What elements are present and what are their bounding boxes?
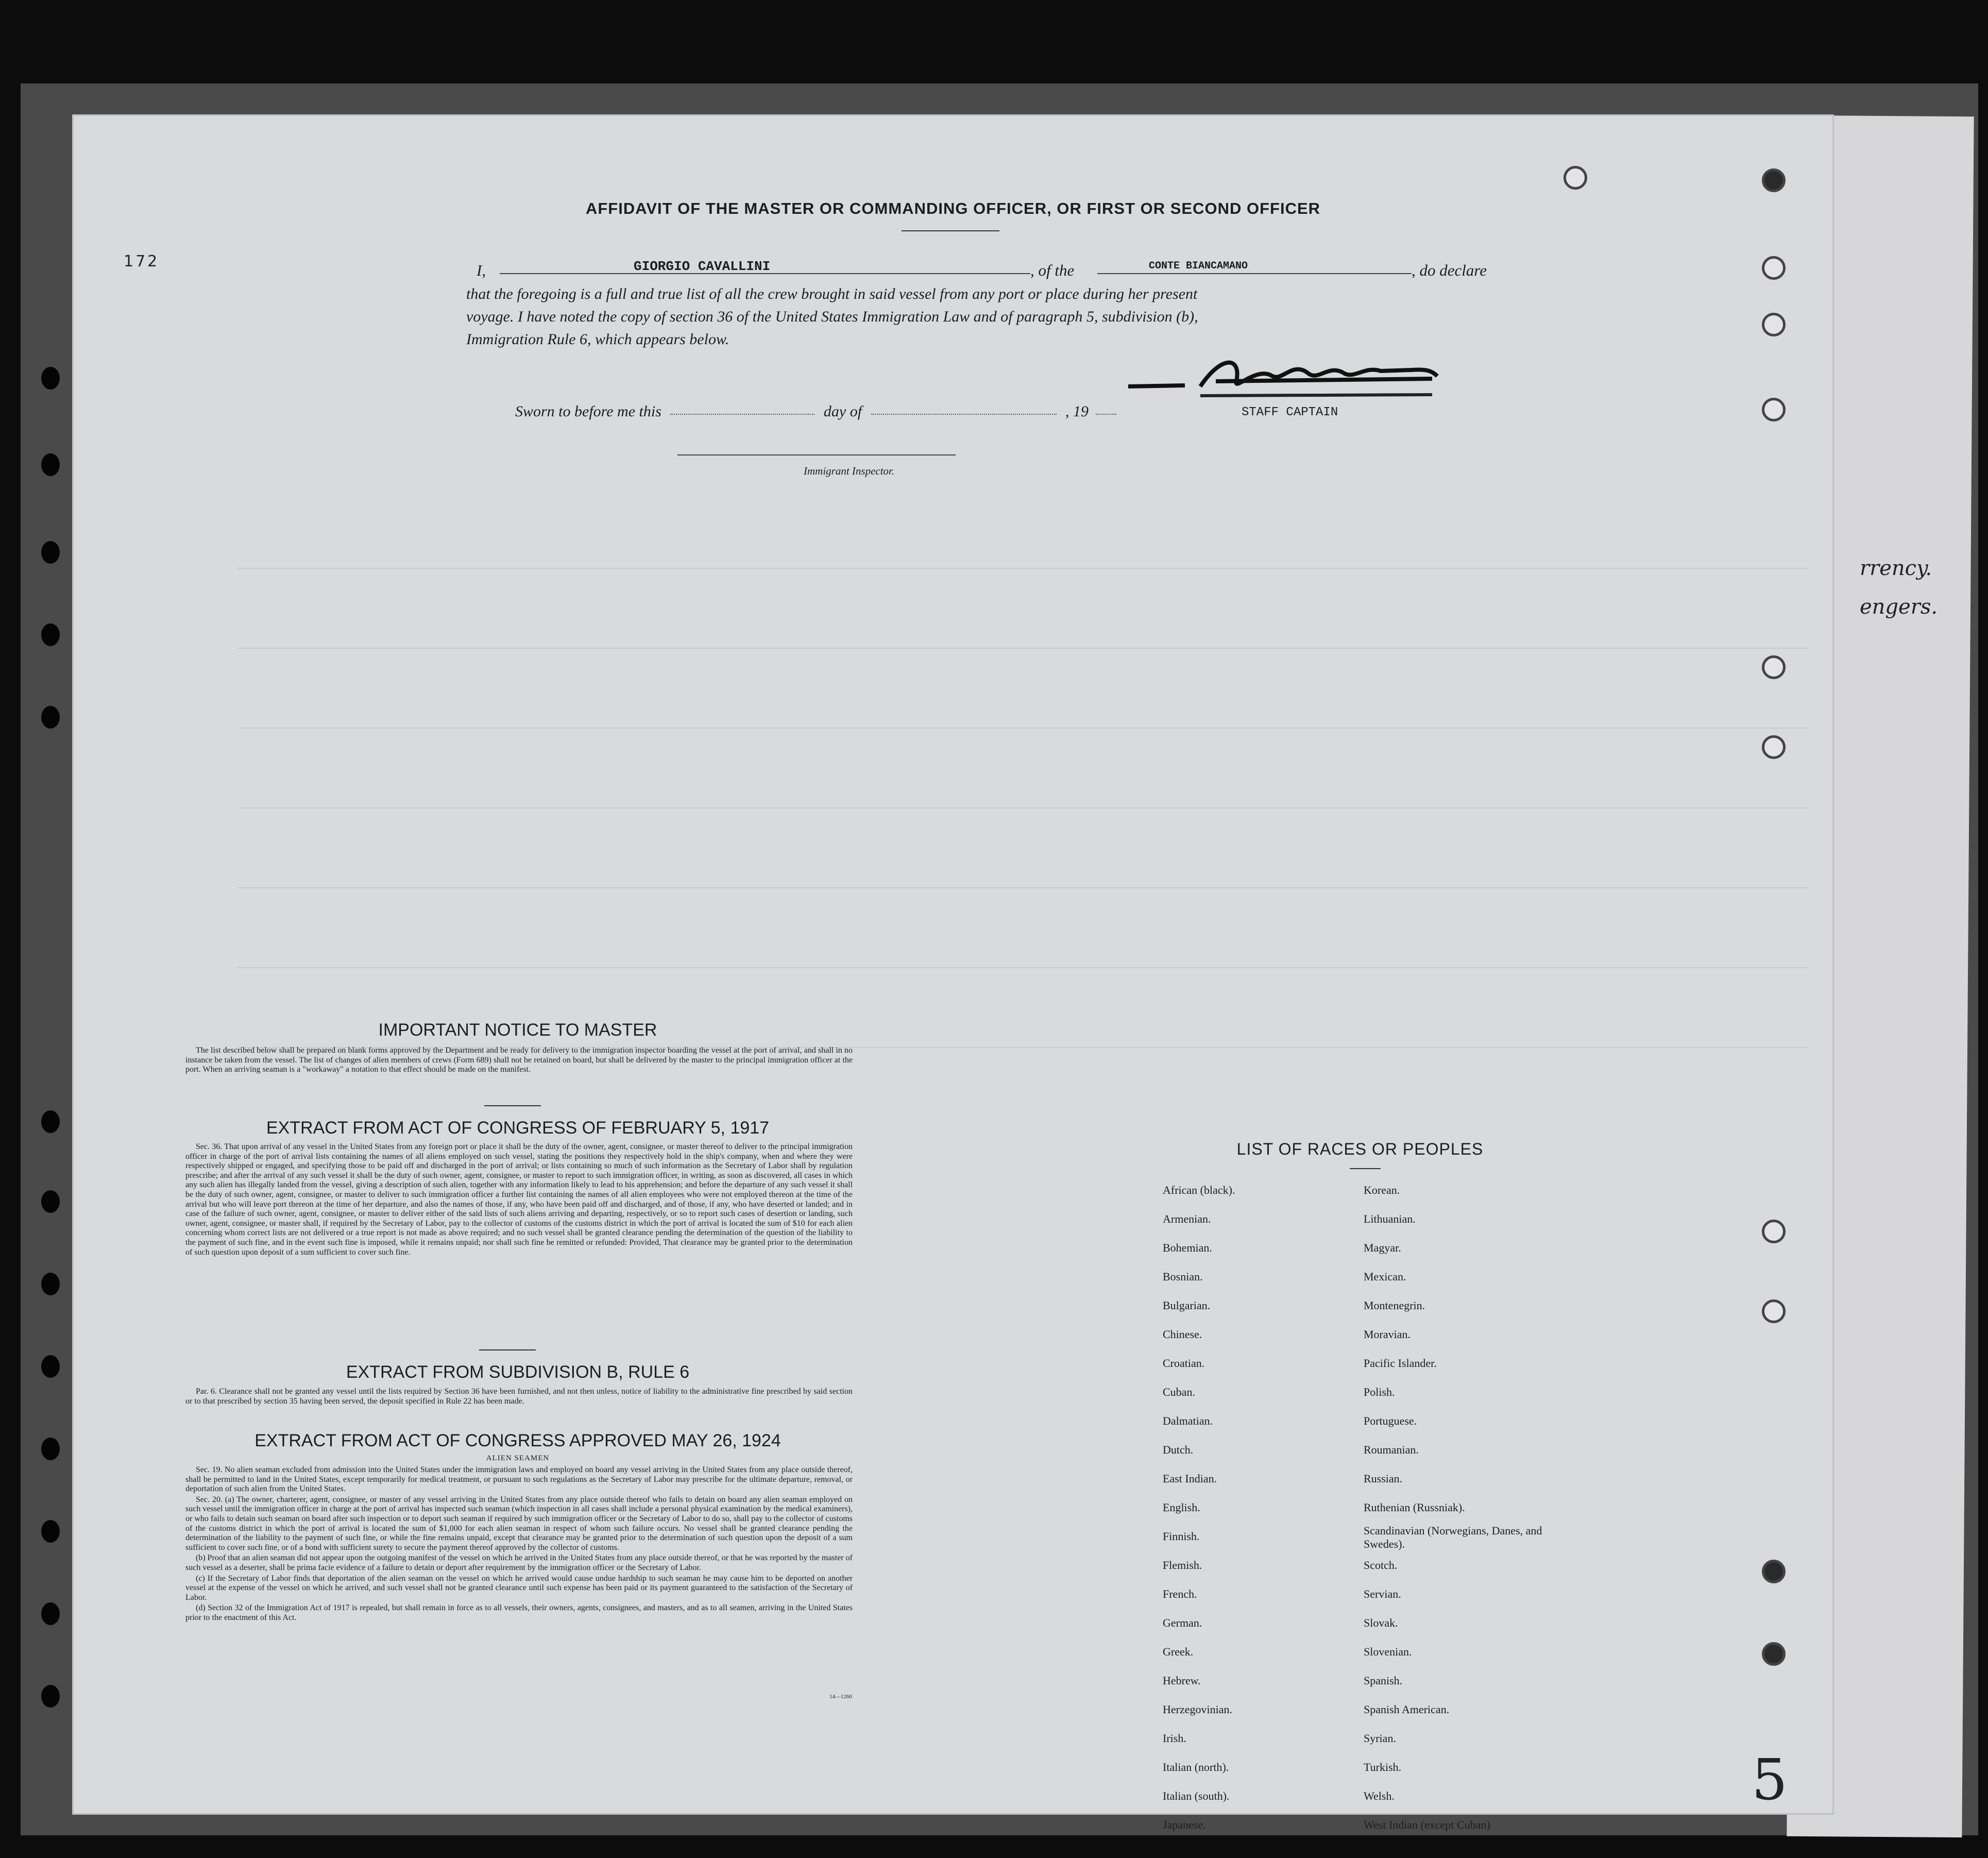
bleed-through-line <box>237 648 1808 649</box>
ring-reinforcement <box>1762 1560 1786 1583</box>
officer-name: GIORGIO CAVALLINI <box>634 259 771 274</box>
binder-hole <box>41 1520 60 1543</box>
rule-6-paragraph: Par. 6. Clearance shall not be granted any vessel until the lists required by Section 36 have been furnished, and not then unless, notice of liability to the administrative fine prescribed by said section or to that prescribed by section 35 having been served, the deposit specified in Rule 22 has been made. <box>185 1387 853 1406</box>
race-item: English. <box>1163 1501 1200 1514</box>
vessel-blank <box>1097 273 1412 274</box>
race-item: Polish. <box>1364 1386 1395 1398</box>
handwritten-note: rrency. <box>1860 556 1932 580</box>
declaration-text-3: Immigration Rule 6, which appears below. <box>466 331 729 348</box>
race-item: Cuban. <box>1163 1386 1195 1398</box>
rule-6-text <box>185 1387 853 1407</box>
race-item: West Indian (except Cuban) <box>1364 1818 1490 1831</box>
binder-hole <box>41 1110 60 1133</box>
race-item: Armenian. <box>1163 1212 1211 1225</box>
notice-title: IMPORTANT NOTICE TO MASTER <box>378 1020 657 1040</box>
race-item: Spanish American. <box>1364 1703 1450 1716</box>
race-item: Lithuanian. <box>1364 1212 1416 1225</box>
ring-reinforcement <box>1762 1642 1786 1666</box>
year-prefix: , 19 <box>1065 403 1089 420</box>
page-number-stamp: 172 <box>124 252 160 271</box>
year-blank <box>1096 411 1116 415</box>
sworn-day-blank <box>670 411 814 415</box>
race-item: Turkish. <box>1364 1761 1402 1773</box>
act-1924-paragraph: (c) If the Secretary of Labor finds that deportation of the alien seaman on the vessel on which he arrived would cause undue hardship to such seaman he may cause him to be deported on another vessel at the expense of the vessel on which he arrived, and such vessel shall not be granted clearance until such expense has been paid or its payment guaranteed to the satisfaction of the Secretary of Labor. <box>185 1574 853 1602</box>
sworn-prefix: Sworn to before me this <box>515 403 661 420</box>
race-item: Irish. <box>1163 1732 1186 1745</box>
race-item: Roumanian. <box>1364 1443 1419 1456</box>
race-item: Servian. <box>1364 1587 1401 1600</box>
race-item: Magyar. <box>1364 1241 1401 1254</box>
rule-6-title: EXTRACT FROM SUBDIVISION B, RULE 6 <box>346 1362 690 1382</box>
race-item: Spanish. <box>1364 1674 1403 1687</box>
bleed-through-line <box>237 807 1808 808</box>
ring-reinforcement <box>1762 655 1786 679</box>
notice-paragraph: The list described below shall be prepared on blank forms approved by the Department and be ready for delivery to the immigration inspector boarding the vessel at the port of arrival, and shall in no instance be taken from the vessel. The list of changes of alien members of crews (Form 689) shall not be retained on board, but shall be delivered by the master to the principal immigration officer at the port. When an arriving seaman is a "workaway" a notation to that effect should be made on the manifest. <box>185 1046 853 1074</box>
sworn-line <box>515 403 1116 420</box>
binder-hole <box>41 1685 60 1708</box>
bleed-through-line <box>237 887 1808 888</box>
inspector-signature-line <box>677 454 956 455</box>
race-item: Portuguese. <box>1364 1414 1417 1427</box>
binder-hole <box>41 541 60 564</box>
race-item: Slovenian. <box>1364 1645 1412 1658</box>
races-divider <box>1350 1168 1381 1169</box>
race-item: Pacific Islander. <box>1364 1357 1437 1370</box>
form-number: 14—1260 <box>829 1694 852 1700</box>
race-item: Russian. <box>1364 1472 1403 1485</box>
bleed-through-line <box>237 967 1808 968</box>
race-item: East Indian. <box>1163 1472 1217 1485</box>
race-item: Italian (north). <box>1163 1761 1229 1773</box>
race-item: Dalmatian. <box>1163 1414 1213 1427</box>
act-1924-subtitle: ALIEN SEAMEN <box>486 1454 550 1462</box>
race-item: Finnish. <box>1163 1530 1200 1543</box>
act-1924-paragraph: (d) Section 32 of the Immigration Act of 1917 is repealed, but shall remain in force as to all vessels, their owners, agents, consignees, and masters, and as to all seamen, arriving in the United States prior to the enactment of this Act. <box>185 1603 853 1622</box>
ring-reinforcement <box>1762 256 1786 280</box>
race-item: German. <box>1163 1616 1202 1629</box>
race-item: Bohemian. <box>1163 1241 1212 1254</box>
race-item: Montenegrin. <box>1364 1299 1425 1312</box>
ring-reinforcement <box>1762 313 1786 336</box>
act-1924-paragraph: (b) Proof that an alien seaman did not appear upon the outgoing manifest of the vessel on which he arrived in the United States from any place outside thereof, or that he was reported by the master of such vessel as a deserter, shall be prima facie evidence of a failure to detain or deport after requirement by the immigration officer or the Secretary of Labor. <box>185 1553 853 1572</box>
race-item: Chinese. <box>1163 1328 1202 1341</box>
binder-hole <box>41 1438 60 1460</box>
race-item: Scotch. <box>1364 1559 1398 1572</box>
act-1924-paragraph: Sec. 19. No alien seaman excluded from admission into the United States under the immigration laws and employed on board any vessel arriving in the United States from any place outside thereof, shall be permitted to land in the United States, except temporarily for medical treatment, or pursuant to such regulations as the Secretary of Labor may prescribe for the ultimate departure, removal, or deportation of such alien from the United States. <box>185 1465 853 1494</box>
ring-reinforcement <box>1762 398 1786 421</box>
race-item: Syrian. <box>1364 1732 1396 1745</box>
race-item: Italian (south). <box>1163 1789 1230 1802</box>
handwritten-note: engers. <box>1860 595 1938 619</box>
bleed-through-line <box>237 568 1808 569</box>
act-1917-text <box>185 1142 853 1258</box>
sworn-month-blank <box>871 411 1057 415</box>
race-item: Croatian. <box>1163 1357 1205 1370</box>
section-divider <box>484 1105 541 1106</box>
ring-reinforcement <box>1762 168 1786 192</box>
race-item: Flemish. <box>1163 1559 1202 1572</box>
act-1917-title: EXTRACT FROM ACT OF CONGRESS OF FEBRUARY 5, 1917 <box>266 1118 770 1138</box>
inspector-label: Immigrant Inspector. <box>804 465 895 477</box>
title-divider <box>902 230 999 231</box>
ring-reinforcement <box>1762 735 1786 759</box>
race-item: French. <box>1163 1587 1197 1600</box>
binder-hole <box>41 623 60 646</box>
race-item: Welsh. <box>1364 1789 1395 1802</box>
declaration-text-1: that the foregoing is a full and true list of all the crew brought in said vessel from any port or place during her present <box>466 285 1198 302</box>
ring-reinforcement <box>1762 1299 1786 1323</box>
race-item: Slovak. <box>1364 1616 1398 1629</box>
race-item: Moravian. <box>1364 1328 1411 1341</box>
act-1924-title: EXTRACT FROM ACT OF CONGRESS APPROVED MAY 26, 1924 <box>254 1431 781 1450</box>
binder-hole <box>41 1190 60 1213</box>
race-item: Bosnian. <box>1163 1270 1203 1283</box>
act-1917-paragraph: Sec. 36. That upon arrival of any vessel in the United States from any foreign port or place it shall be the duty of the owner, agent, consignee, or master thereof to deliver to the principal immigration officer in charge of the port of arrival lists containing the names of all aliens employed on such vessel, stating the positions they respectively hold in the ship's company, when and where they were respectively shipped or engaged, and specifying those to be paid off and discharged in the port of arrival; or lists containing so much of such information as the Secretary of Labor shall by regulation prescribe; and after the arrival of any such vessel it shall be the duty of such owner, agent, consignee, or master to report to such immigration officer, in writing, as soon as discovered, all cases in which any such alien has illegally landed from the vessel, giving a description of such alien, together with any information likely to lead to his apprehension; and before the departure of any such vessel it shall be the duty of such owner, agent, consignee, or master to deliver to such immigration officer a further list containing the names of all alien employees who were not employed thereon at the time of the arrival but who will leave port thereon at the time of her departure, and also the names of those, if any, who have been paid off and discharged, and of those, if any, who have deserted or landed; and in case of the failure of such owner, agent, consignee, or master to deliver either of the said lists of such aliens arriving and departing, respectively, or so to report such cases of desertion or landing, such owner, agent, consignee, or master shall, if required by the Secretary of Labor, pay to the collector of customs of the customs district in which the port of arrival is located the sum of $10 for each alien concerning whom correct lists are not delivered or a true report is not made as above required; and no such vessel shall be granted clearance pending the determination of the question of the liability to the payment of such fine, and in the event such fine is imposed, while it remains unpaid; nor shall such fine be remitted or refunded: Provided, That clearance may be granted prior to the determination of such question upon deposit of a sum sufficient to cover such fine. <box>185 1142 853 1257</box>
ring-reinforcement <box>1762 1220 1786 1243</box>
ring-reinforcement <box>1564 166 1587 190</box>
pronoun: I, <box>477 261 486 279</box>
race-item: Bulgarian. <box>1163 1299 1211 1312</box>
notice-text <box>185 1046 853 1076</box>
binder-hole <box>41 1273 60 1295</box>
bleed-through-line <box>237 728 1808 729</box>
officer-signature <box>1123 350 1484 402</box>
race-item: Mexican. <box>1364 1270 1406 1283</box>
race-item: Hebrew. <box>1163 1674 1201 1687</box>
declaration-text-2: voyage. I have noted the copy of section 36 of the United States Immigration Law and of paragraph 5, subdivision (b), <box>466 308 1198 325</box>
race-item: Greek. <box>1163 1645 1194 1658</box>
of-the-text: , of the <box>1030 261 1075 279</box>
binder-hole <box>41 706 60 729</box>
race-item: Japanese. <box>1163 1818 1206 1831</box>
race-item: Korean. <box>1364 1184 1400 1196</box>
binder-hole <box>41 1355 60 1378</box>
day-of-text: day of <box>823 403 862 420</box>
race-item: African (black). <box>1163 1184 1235 1196</box>
binder-hole <box>41 367 60 390</box>
affidavit-title: AFFIDAVIT OF THE MASTER OR COMMANDING OFFICER, OR FIRST OR SECOND OFFICER <box>585 199 1321 217</box>
affidavit-page <box>72 114 1834 1831</box>
vessel-name: CONTE BIANCAMANO <box>1149 260 1248 272</box>
section-divider <box>479 1349 536 1350</box>
binder-hole <box>41 1602 60 1625</box>
races-title: LIST OF RACES OR PEOPLES <box>1236 1140 1484 1158</box>
binder-hole <box>41 453 60 476</box>
handwritten-corner-mark: 5 <box>1752 1747 1788 1813</box>
race-item: Dutch. <box>1163 1443 1194 1456</box>
race-item: Scandinavian (Norwegians, Danes, and Swedes). <box>1364 1524 1542 1550</box>
act-1924-paragraph: Sec. 20. (a) The owner, charterer, agent, consignee, or master of any vessel arriving in the United States from any place outside thereof who fails to detain on board any alien seaman employed on such vessel until the immigration officer in charge at the port of arrival has inspected such seaman (which inspection in all cases shall include a personal physical examination by the medical examiners), or who fails to detain such seaman on board after such inspection or to deport such seaman if required by such immigration officer or the Secretary of Labor to do so, shall pay to the collector of customs of the customs district in which the port of arrival is located the sum of $1,000 for each alien seaman in respect of whom such failure occurs. No vessel shall be granted clearance pending the determination of the liability to the payment of such fine, or while the fine remains unpaid, except that clearance may be granted prior to the determination of such question upon the deposit of a sum sufficient to cover such fine, or of a bond with sufficient surety to secure the payment thereof approved by the collector of customs. <box>185 1495 853 1552</box>
race-item: Herzegovinian. <box>1163 1703 1232 1716</box>
do-declare-text: , do declare <box>1412 261 1487 279</box>
signer-title: STAFF CAPTAIN <box>1242 406 1338 419</box>
race-item: Ruthenian (Russniak). <box>1364 1501 1465 1514</box>
act-1924-text <box>185 1465 853 1624</box>
